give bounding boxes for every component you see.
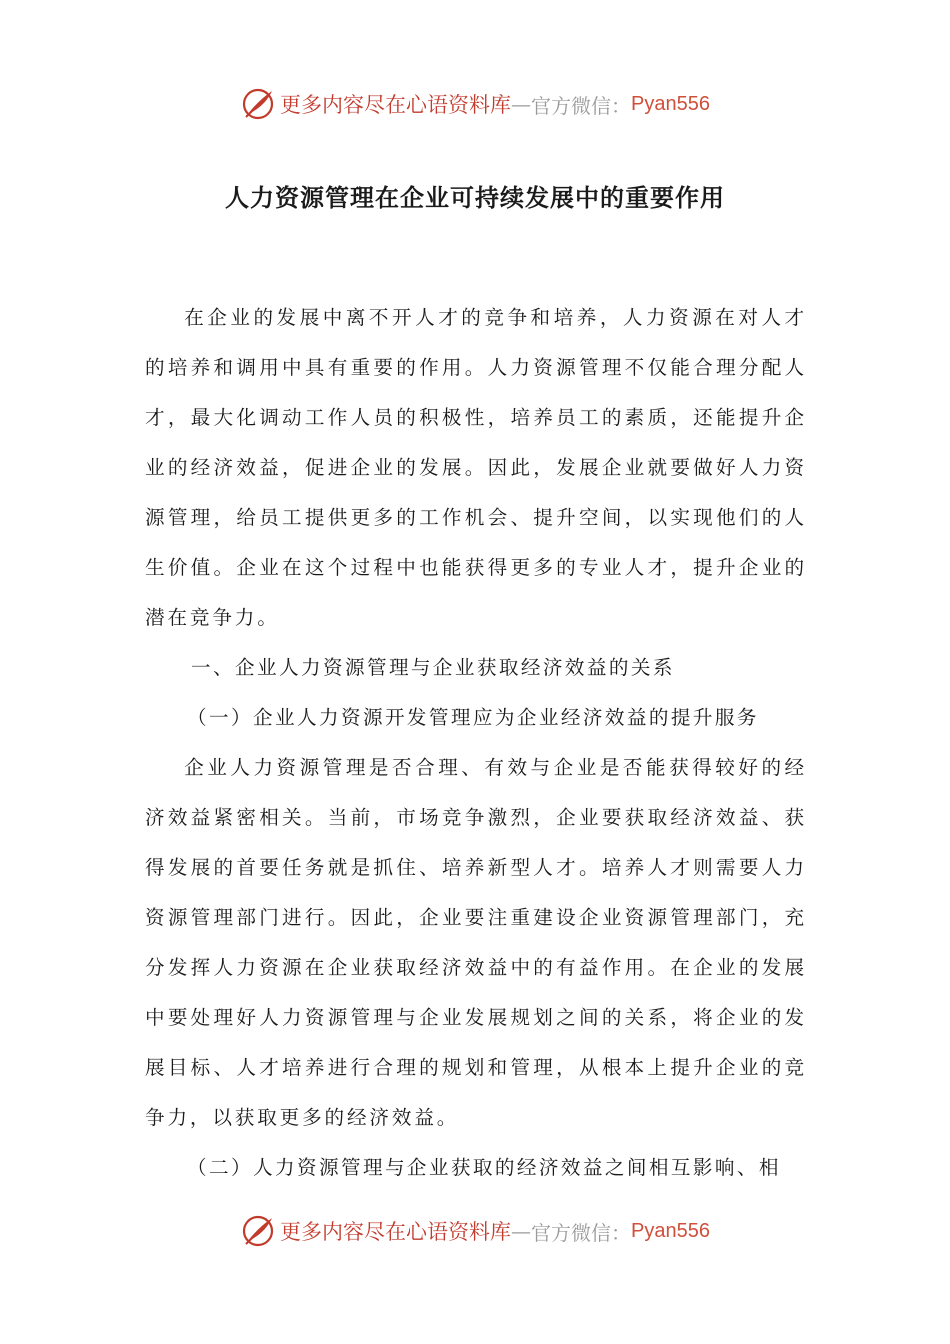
document-title: 人力资源管理在企业可持续发展中的重要作用 bbox=[225, 183, 725, 212]
subsection-heading-1-2: （二）人力资源管理与企业获取的经济效益之间相互影响、相 bbox=[187, 1156, 781, 1179]
banner-wechat-id: Pyan556 bbox=[631, 1219, 710, 1242]
paragraph-section-1-1: 企业人力资源管理是否合理、有效与企业是否能获得较好的经济效益紧密相关。当前，市场竞争激烈，企业要获取经济效益、获得发展的首要任务就是抓住、培养新型人才。培养人才则需要人力资源管理部门进行。因此，企业要注重建设企业资源管理部门，充分发挥人力资源在企业获取经济效益中的有益作用。在企业的发展中要处理好人力资源管理与企业发展规划之间的关系，将企业的发展目标、人才培养进行合理的规划和管理，从根本上提升企业的竞争力，以获取更多的经济效益。 bbox=[145, 756, 807, 1129]
subsection-heading-1-1: （一）企业人力资源开发管理应为企业经济效益的提升服务 bbox=[187, 706, 759, 729]
quill-pen-logo-icon bbox=[240, 86, 276, 122]
banner-wechat-id: Pyan556 bbox=[631, 92, 710, 115]
banner-wechat-label: 官方微信： bbox=[531, 1220, 632, 1245]
footer-banner bbox=[0, 1211, 950, 1251]
banner-text: 更多内容尽在心语资料库 bbox=[280, 1220, 512, 1244]
paragraph-intro: 在企业的发展中离不开人才的竞争和培养，人力资源在对人才的培养和调用中具有重要的作用。人力资源管理不仅能合理分配人才，最大化调动工作人员的积极性，培养员工的素质，还能提升企业的经济效益，促进企业的发展。因此，发展企业就要做好人力资源管理，给员工提供更多的工作机会、提升空间，以实现他们的人生价值。企业在这个过程中也能获得更多的专业人才，提升企业的潜在竞争力。 bbox=[145, 306, 807, 629]
section-heading-1: 一、企业人力资源管理与企业获取经济效益的关系 bbox=[191, 656, 675, 679]
banner-text: 更多内容尽在心语资料库 bbox=[280, 93, 512, 117]
banner-wechat-label: 官方微信： bbox=[531, 93, 632, 118]
document-body bbox=[145, 293, 807, 1193]
banner-dash: — bbox=[511, 92, 532, 116]
banner-dash: — bbox=[511, 1219, 532, 1243]
quill-pen-logo-icon bbox=[240, 1213, 276, 1249]
header-banner bbox=[0, 84, 950, 124]
